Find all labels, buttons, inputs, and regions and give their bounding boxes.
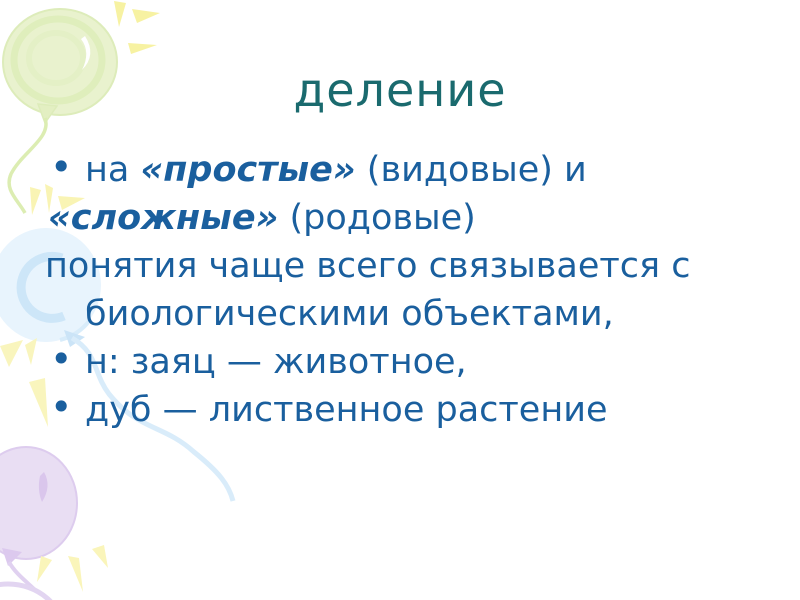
- line-3: [40, 242, 780, 290]
- line1-text-tail: (видовые) и: [355, 150, 587, 190]
- bullet-line-1: [40, 146, 780, 194]
- bullet-line-5: [40, 338, 780, 386]
- line-4: [40, 290, 780, 338]
- line4-text: биологическими объектами,: [85, 294, 614, 334]
- line2-bold-text: «сложные»: [48, 198, 279, 238]
- line6-text: дуб — лиственное растение: [85, 390, 608, 430]
- slide-title: деление: [293, 63, 507, 117]
- sparkle-top-icon: [114, 1, 160, 54]
- bullet-marker: •: [50, 385, 73, 429]
- bullet-marker: •: [50, 337, 73, 381]
- slide-body: [40, 146, 780, 434]
- line1-text: на: [85, 150, 141, 190]
- bullet-marker: •: [50, 145, 73, 189]
- line2-text-tail: (родовые): [278, 198, 476, 238]
- line5-text: н: заяц — животное,: [85, 342, 467, 382]
- bullet-line-6: [40, 386, 780, 434]
- line-2: [40, 194, 780, 242]
- line1-bold-text: «простые»: [140, 150, 356, 190]
- line3-text: понятия чаще всего связывается с: [45, 246, 691, 286]
